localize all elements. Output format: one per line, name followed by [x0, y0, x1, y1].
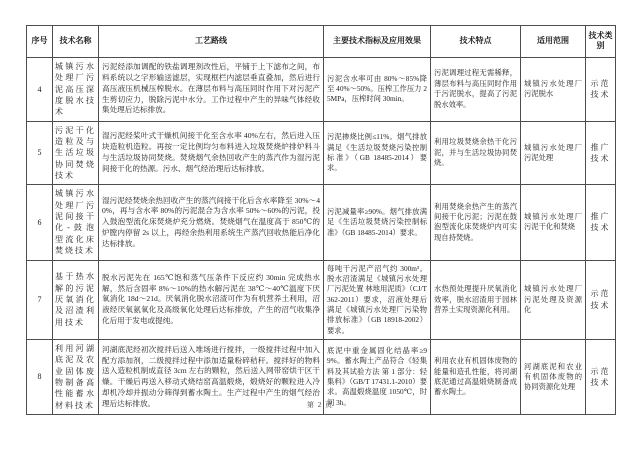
cell-technology-category: 示范技术 [586, 340, 616, 415]
cell-applicable-scope: 河湖底泥和农业有机固体废物的协同资源化处理 [521, 340, 586, 415]
cell-main-indicators: 底泥中重金属固化结晶率≥99%。蓄水陶土产品符合《轻集料及其试验方法 第 1 部分：轻集料》（GB/T 17431.1-2010）要求。高温煅烧温度 1050℃，时间 3h。 [324, 340, 431, 415]
header-process-route: 工艺路线 [99, 26, 324, 58]
cell-technical-features: 污泥调理过程无需稀释，薄层布料与高压同时作用于污泥脱水，提高了污泥脱水效率。 [431, 57, 521, 121]
cell-main-indicators: 污泥掺烧比例≤11%。烟气排放满足《生活垃圾焚烧污染控制标准》（GB 18485-2014）要求。 [324, 121, 431, 185]
cell-serial-number: 7 [27, 260, 53, 340]
cell-process-route: 湿污泥经桨叶式干燥机间接干化至含水率 40%左右，然后进入压块造粒机造粒。再按一定比例均匀布料进入垃圾焚烧炉排炉料斗与生活垃圾协同焚烧。焚烧烟气余热回收产生的蒸汽作为湿污泥间接干化的热源。污水、烟气经治理后达标排放。 [99, 121, 324, 185]
cell-process-route: 河湖底泥经初次搅拌后送入堆场进行搅拌，一级搅拌过程中加入配方添加剂，二级搅拌过程中添加适量粉碎秸秆。搅拌好的物料送入造粒机制成直径 3cm 左右的颗粒，然后送入网带窑烘干区干燥。干燥后再送入移动式烧结窑高温煅烧，煅烧好的颗粒进入冷却机冷却并振动分筛得到蓄水陶土。生产过程中产生的烟气经治理后达标排放。 [99, 340, 324, 415]
cell-serial-number: 4 [27, 57, 53, 121]
cell-technical-features: 利用焚烧余热产生的蒸汽间接干化污泥；污泥在鼓泡型流化床焚烧炉内可实现自持焚烧。 [431, 185, 521, 260]
cell-applicable-scope: 城镇污水处理厂污泥处理及资源化 [521, 260, 586, 340]
table-row [27, 57, 616, 121]
cell-process-route: 污泥经添加调配的铁盐调理剂改性后，平铺于上下滤布之间，布料系统以之字形输送滤层，实现框栏内滤层垂直叠加，然后进行高压液压机械压榨脱水。在薄层布料与高压同时作用下对污泥产生剪切应力，脱除污泥中水分。工作过程中产生的异味气体经收集处理后达标排放。 [99, 57, 324, 121]
cell-main-indicators: 每吨干污泥产沼气约 300m³。脱水沼渣满足《城镇污水处理厂污泥处置 林地用泥质》（CJ/T 362-2011）要求，沼液处理后满足《城镇污水处理厂污染物排放标准》（GB 18918-2002）要求。 [324, 260, 431, 340]
cell-serial-number: 6 [27, 185, 53, 260]
cell-technology-category: 推广技术 [586, 121, 616, 185]
cell-technology-category: 示范技术 [586, 57, 616, 121]
table-header-row [27, 26, 616, 58]
cell-technology-category: 推广技术 [586, 185, 616, 260]
cell-serial-number: 5 [27, 121, 53, 185]
cell-serial-number: 8 [27, 340, 53, 415]
header-technology-name: 技术名称 [53, 26, 99, 58]
header-technical-features: 技术特点 [431, 26, 521, 58]
cell-main-indicators: 污泥含水率可由 80%～85%降至 40%～50%。压榨工作压力 25MPa，压榨时间 30min。 [324, 57, 431, 121]
cell-process-route: 湿污泥经焚烧余热回收产生的蒸汽间接干化后含水率降至 30%～40%，再与含水率 80%的污泥混合为含水率 50%～60%的污泥，投入鼓泡型流化床焚烧炉充分燃烧。焚烧烟气在温度高于 850℃的炉膛内停留 2s 以上，再经余热利用系统生产蒸汽回收热能后净化达标排放。 [99, 185, 324, 260]
cell-applicable-scope: 城镇污水处理厂污泥脱水 [521, 57, 586, 121]
table-row [27, 185, 616, 260]
cell-applicable-scope: 城镇污水处理厂污泥干化和焚烧 [521, 185, 586, 260]
cell-technology-category: 示范技术 [586, 260, 616, 340]
cell-technology-name: 城镇污水处理厂污泥间接干化-鼓泡型流化床焚烧技术 [53, 185, 99, 260]
cell-technical-features: 利用农业有机固体废物的能量和造孔性能，将河湖底泥通过高温煅烧制备成蓄水陶土。 [431, 340, 521, 415]
header-technology-category: 技术类别 [586, 26, 616, 58]
cell-main-indicators: 污泥减量率≥90%。烟气排放满足《生活垃圾焚烧污染控制标准》（GB 18485-2014）要求。 [324, 185, 431, 260]
cell-applicable-scope: 城镇污水处理厂污泥处理 [521, 121, 586, 185]
header-serial-number: 序号 [27, 26, 53, 58]
table-row [27, 121, 616, 185]
technology-table [26, 25, 616, 415]
cell-technical-features: 利用垃圾焚烧余热干化污泥，并与生活垃圾协同焚烧。 [431, 121, 521, 185]
cell-technical-features: 水热预处理提升厌氧消化效率，脱水沼渣用于园林营养土实现资源化利用。 [431, 260, 521, 340]
cell-technology-name: 利用河湖底泥及农业固体废物制备高性能蓄水材料技术 [53, 340, 99, 415]
page-number: 第 2 页 [307, 401, 333, 409]
header-applicable-scope: 适用范围 [521, 26, 586, 58]
cell-technology-name: 基于热水解的污泥厌氧消化及沼渣利用技术 [53, 260, 99, 340]
cell-technology-name: 城镇污水处理厂污泥高压深度脱水技术 [53, 57, 99, 121]
table-row [27, 260, 616, 340]
cell-technology-name: 污泥干化造粒及与生活垃圾协同焚烧技术 [53, 121, 99, 185]
header-main-indicators: 主要技术指标及应用效果 [324, 26, 431, 58]
cell-process-route: 脱水污泥先在 165℃饱和蒸气压条件下反应约 30min 完成热水解，然后含固率 8%～10%的热水解污泥在 38℃～40℃温度下厌氧消化 18d～21d。厌氧消化脱水沼渣可作为有机营养土利用，沼液经厌氧氨氧化及高级氧化处理后达标排放，产生的沼气收集净化后用于发电或提纯。 [99, 260, 324, 340]
